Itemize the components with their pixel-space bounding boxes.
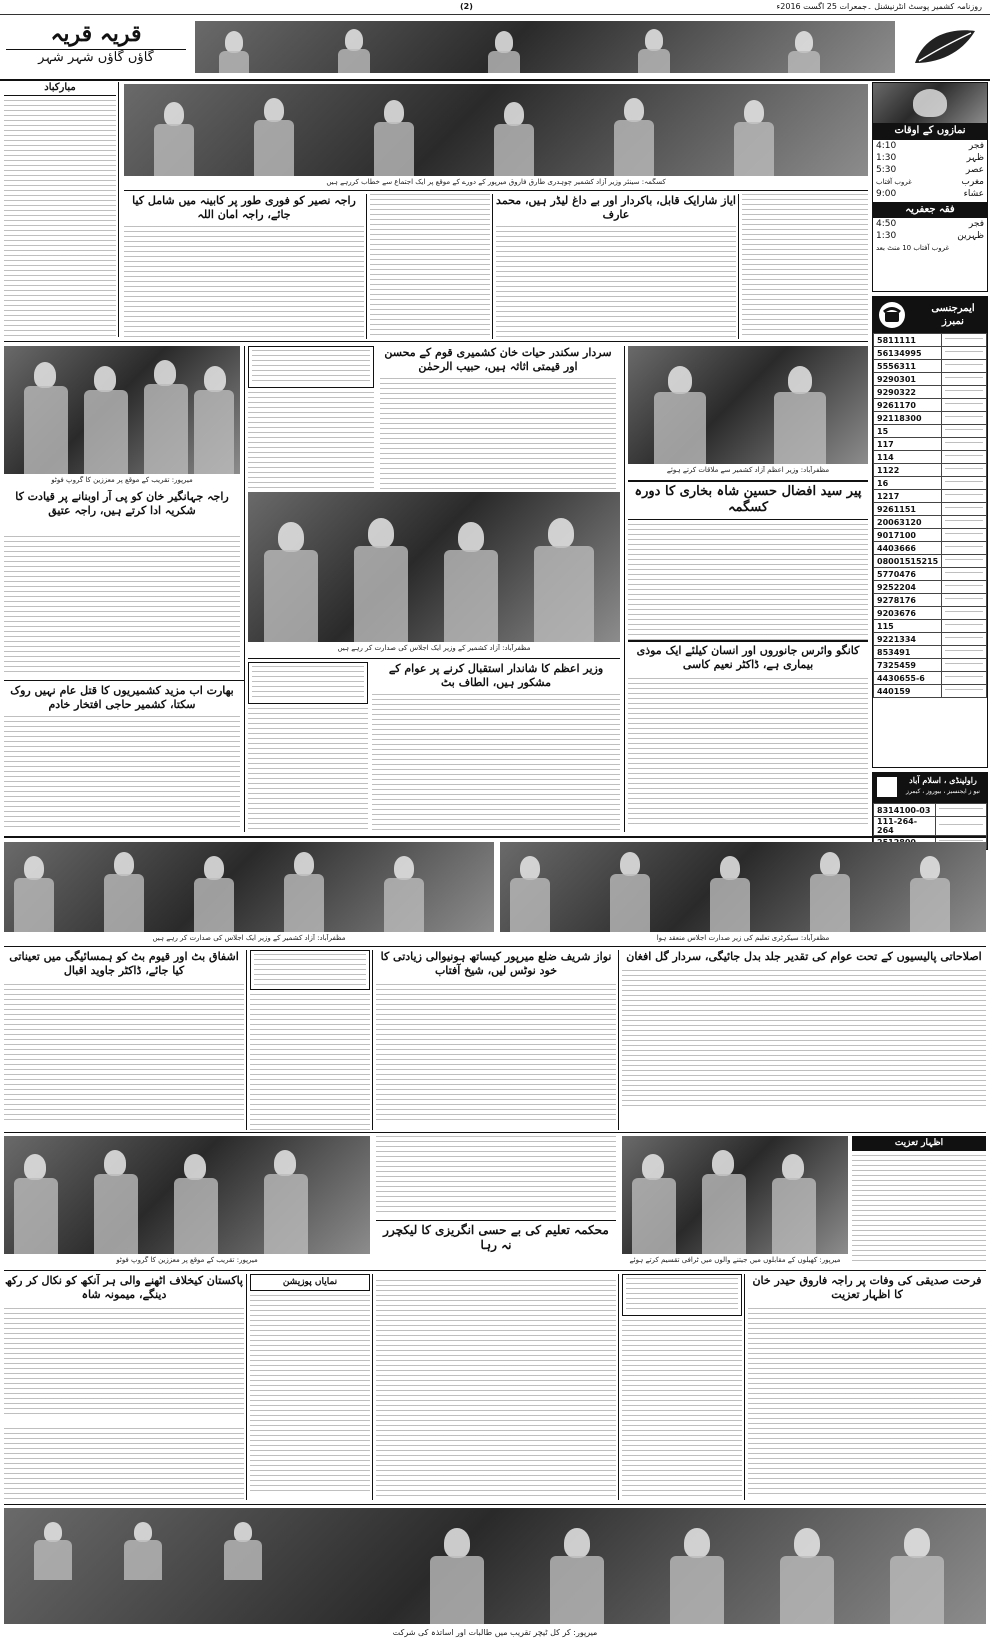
prayer-times-title: نمازوں کے اوقات (873, 123, 987, 140)
masthead-date: روزنامہ کشمیر پوسٹ انٹرنیشنل ۔جمعرات 25 اگست 2016ء (776, 2, 982, 11)
education-article (376, 1280, 616, 1500)
emergency-row: 4403666 (874, 542, 987, 555)
rawalpindi-title: راولپنڈی ، اسلام آباد (909, 775, 977, 785)
emergency-row: 16 (874, 477, 987, 490)
prayer-row: 4:50 فجر (876, 219, 984, 229)
ayaz-shar-article (496, 194, 736, 339)
article-headline: راجہ جہانگیر خان کو پی آر اوبنانے پر قیادت کا شکریہ ادا کرتے ہیں، راجہ عتیق (15, 490, 229, 517)
photo-group (4, 1136, 370, 1254)
banner-photo-strip (195, 21, 895, 73)
raja-atiq-article (4, 536, 240, 676)
article-headline: فرحت صدیقی کی وفات پر راجہ فاروق حیدر خان کا اظہار تعزیت (752, 1274, 982, 1301)
article-headline: اظہار تعزیت (852, 1136, 986, 1151)
photo-caption: مظفرآباد: آزاد کشمیر کے وزیر ایک اجلاس کی صدارت کر رہے ہیں (152, 934, 346, 942)
article-headline: ایاز شارایک قابل، باکردار اور بے داغ لیڈر ہیں، محمد عارف (496, 194, 736, 221)
article-headline: وزیر اعظم کا شاندار استقبال کرنے پر عوام کے مشکور ہیں، الطاف بٹ (388, 662, 604, 689)
emergency-row: 115 (874, 620, 987, 633)
article-headline: مبارکباد (4, 82, 116, 96)
article-headline: راجہ نصیر کو فوری طور پر کابینہ میں شامل کیا جائے، راجہ امان اللہ (132, 194, 356, 221)
photo-school-ceremony (4, 1508, 986, 1624)
article-headline: سردار سکندر حیات خان کشمیری قوم کے محسن اور قیمتی اثاثہ ہیں، حبیب الرحمٰن (384, 346, 612, 373)
prayer-row: 1:30 ظہر (876, 152, 984, 163)
article-headline: محکمہ تعلیم کی بے حسی انگریزی کا لیکچرر نہ رہا (376, 1220, 616, 1253)
emergency-row: 20063120 (874, 516, 987, 529)
emergency-row: 9290301 (874, 373, 987, 386)
lower-left-article (4, 1428, 244, 1500)
rawalpindi-table: 8314100-03 111-264-264 (873, 803, 987, 849)
article-headline: پاکستان کیخلاف اٹھنے والی ہر آنکھ کو نکال کر رکھ دینگے، میمونہ شاہ (4, 1274, 243, 1301)
photo-caption: مظفرآباد: وزیر اعظم آزاد کشمیر سے ملاقات کرتے ہوئے (666, 466, 830, 474)
article-headline: کانگو وائرس جانوروں اور انسان کیلئے ایک موذی بیماری ہے، ڈاکٹر نعیم کاسی (628, 640, 868, 672)
emergency-row: 114 (874, 451, 987, 464)
emergency-row: 56134995 (874, 347, 987, 360)
photo-caption: مظفرآباد: آزاد کشمیر کے وزیر ایک اجلاس کی صدارت کر رہے ہیں (337, 644, 531, 652)
emergency-row: 7325459 (874, 659, 987, 672)
photo-caption: میرپور: کھیلوں کے مقابلوں میں جیتنے والوں میں ٹرافی تقسیم کرتے ہوئے (629, 1256, 841, 1264)
shoot-article (376, 1136, 616, 1276)
emergency-row: 08001515215 (874, 555, 987, 568)
maimoona-shah-article (4, 1274, 244, 1424)
altaf-butt-article (372, 662, 620, 832)
photo-caption: میرپور: تقریب کے موقع پر معززین کا گروپ فوٹو (116, 1256, 258, 1264)
emergency-row: 9261170 (874, 399, 987, 412)
photo-caption: مظفرآباد: سیکرٹری تعلیم کی زیر صدارت اجلاس منعقد ہوا (656, 934, 830, 942)
sheikh-aftab-article (376, 950, 616, 1130)
farooq-haider-article (370, 194, 490, 339)
short-article (742, 194, 868, 339)
photo-caption: میرپور: کر کل ٹیچر تقریب میں طالبات اور اساتذہ کی شرکت (392, 1628, 598, 1637)
photo-caption: میرپور: تقریب کے موقع پر معززین کا گروپ فوٹو (51, 476, 193, 484)
emergency-row: 5770476 (874, 568, 987, 581)
section-banner (0, 15, 990, 81)
emergency-row: 9017100 (874, 529, 987, 542)
emergency-row: 9221334 (874, 633, 987, 646)
pir-sayed-article (628, 480, 868, 635)
prayer-row: غروب آفتاب مغرب (876, 176, 984, 187)
article-headline: اشفاق بٹ اور قیوم بٹ کو ہمسائیگی میں تعیناتی کیا جائے، ڈاکٹر جاوید اقبال (9, 950, 239, 977)
photo-trophy (622, 1136, 848, 1254)
prayer-row: 4:10 فجر (876, 140, 984, 151)
emergency-row: 5811111 (874, 334, 987, 347)
section-title: قریہ قریہ (50, 21, 142, 47)
raja-atiq-headline-block (4, 490, 240, 534)
photo-ministers-meeting (124, 84, 868, 176)
photo-pm-meeting (628, 346, 868, 464)
condolence-article (852, 1136, 986, 1264)
emergency-row: 5556311 (874, 360, 987, 373)
school-article (622, 1274, 742, 1500)
mosque-photo (873, 83, 987, 123)
logo-leaf-icon (905, 23, 983, 71)
top-position-article (250, 1274, 370, 1500)
emergency-numbers-box (872, 296, 988, 768)
article-headline: اصلاحاتی پالیسیوں کے تحت عوام کی تقدیر جلد بدل جائیگی، سردار گل افغان (626, 950, 982, 963)
prayer-row: 5:30 عصر (876, 164, 984, 175)
emergency-row: 4430655-6 (874, 672, 987, 685)
schools-box (250, 950, 370, 1130)
page-header (0, 0, 990, 15)
congo-virus-article (628, 640, 868, 830)
haji-iftikhar-article (4, 684, 240, 832)
prayer-row: 9:00 عشاء (876, 188, 984, 199)
fiqh-table (873, 218, 987, 254)
gul-afghan-article (622, 950, 986, 1130)
article-headline: پیر سید افضال حسین شاہ بخاری کا دورہ کسگمہ (628, 480, 868, 520)
photo-officials-meeting (4, 842, 494, 932)
sardar-sikandar-article (380, 346, 616, 488)
phone-icon (879, 302, 905, 328)
rawalpindi-subtitle: نیو ز ایجنسیز ، بیوروز ، کیمرز (906, 788, 980, 795)
photo-education-meeting (500, 842, 986, 932)
emergency-row: 9278176 (874, 594, 987, 607)
phone-icon (877, 777, 897, 797)
photo-press-conference (248, 492, 620, 642)
dr-javed-article (4, 950, 244, 1130)
emergency-row: 1122 (874, 464, 987, 477)
emergency-row: 440159 (874, 685, 987, 698)
mubarakbad-article (4, 82, 116, 337)
photo-caption: کسگمہ: سینئر وزیر آزاد کشمیر چوہدری طارق فاروق میرپور کے دورے کے موقع پر ایک اجتماع سے خطاب کررہے ہیں (326, 178, 666, 186)
emergency-row: 117 (874, 438, 987, 451)
article-headline: نمایاں پوزیشن (250, 1274, 370, 1291)
article-headline: بھارت اب مزید کشمیریوں کا قتل عام نہیں روک سکتا، کشمیر حاجی افتخار خادم (10, 684, 234, 711)
emergency-row: 853491 (874, 646, 987, 659)
page-number: (2) (460, 2, 473, 11)
union-council-article (248, 662, 368, 832)
prayer-times-table (873, 140, 987, 200)
emergency-row: 9203676 (874, 607, 987, 620)
rawalpindi-box (872, 772, 988, 850)
photo-award-ceremony (4, 346, 240, 474)
emergency-header (873, 297, 987, 333)
emergency-row: 1217 (874, 490, 987, 503)
emergency-row: 15 (874, 425, 987, 438)
results-box (248, 346, 374, 488)
raja-naseer-article (124, 194, 364, 339)
fiqh-title: فقہ جعفریہ (873, 202, 987, 219)
prayer-row: غروب آفتاب 10 منٹ بعد (876, 244, 950, 252)
emergency-table (873, 333, 987, 698)
emergency-row: 9290322 (874, 386, 987, 399)
emergency-row: 9252204 (874, 581, 987, 594)
emergency-row: 9261151 (874, 503, 987, 516)
emergency-row: 92118300 (874, 412, 987, 425)
section-title-block (6, 21, 186, 71)
emergency-title: ایمرجنسی نمبرز (931, 303, 975, 327)
farhat-siddiqui-article (748, 1274, 986, 1500)
section-subtitle: گاؤں گاؤں شہر شہر (6, 49, 186, 66)
prayer-row: 1:30 ظہرین (876, 231, 984, 241)
article-headline: نواز شریف ضلع میرپور کیساتھ ہونیوالی زیادتی کا خود نوٹس لیں، شیخ آفتاب (380, 950, 612, 977)
prayer-times-box (872, 82, 988, 292)
